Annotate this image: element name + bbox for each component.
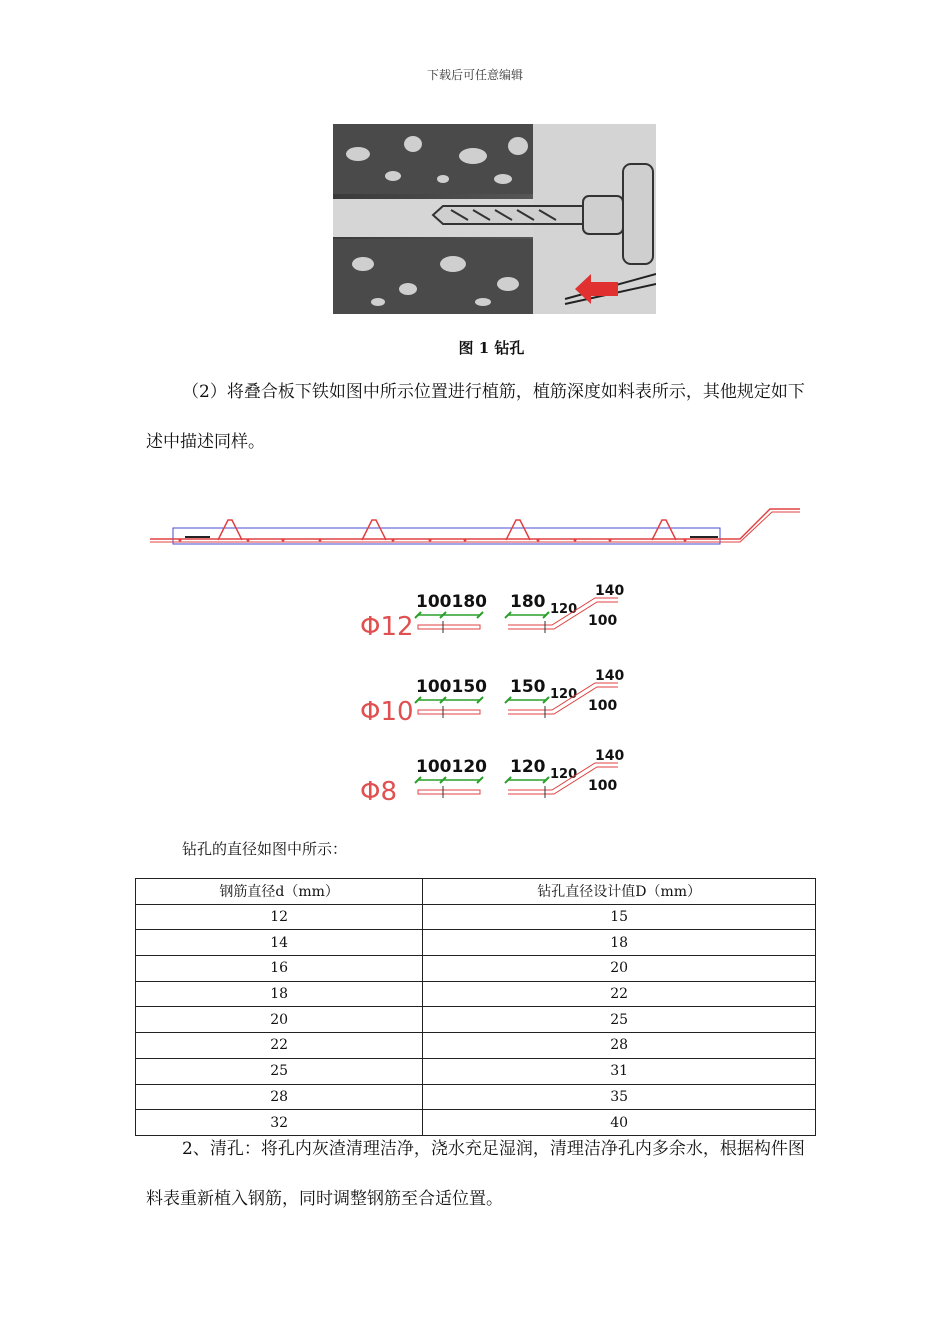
paragraph-hole-cleaning: 2、清孔：将孔内灰渣清理洁净，浇水充足湿润，清理洁净孔内多余水，根据构件图料表重新植入钢筋，同时调整钢筋至合适位置。: [146, 1139, 805, 1209]
table-row: [136, 1058, 816, 1084]
bottom-dim-label: 100: [588, 613, 618, 629]
rebar-diameter-cell: 16: [136, 956, 423, 982]
table-row: [136, 930, 816, 956]
header-drill-diameter: 钻孔直径设计值D（mm）: [423, 879, 816, 905]
drilling-photo: [333, 124, 656, 314]
top-dim-label: 140: [595, 748, 625, 764]
rebar-diameter-cell: 28: [136, 1084, 423, 1110]
bottom-dim-label: 100: [588, 698, 618, 714]
table-row: [136, 1084, 816, 1110]
table-row: [136, 904, 816, 930]
drill-diameter-cell: 15: [423, 904, 816, 930]
drill-diameter-cell: 28: [423, 1033, 816, 1059]
bend-dim-label: 120: [550, 767, 578, 782]
rebar-diameter-cell: 20: [136, 1007, 423, 1033]
mid-dim-label: 150: [510, 677, 546, 697]
slab-section-drawing: [140, 500, 810, 555]
drill-diameter-cell: 18: [423, 930, 816, 956]
mid-dim-label: 180: [510, 592, 546, 612]
rebar-diameter-cell: 22: [136, 1033, 423, 1059]
rebar-detail-row: [360, 668, 624, 727]
drill-diameter-cell: 40: [423, 1110, 816, 1136]
mid-dim-label: 120: [510, 757, 546, 777]
left-dim-label: 100120: [416, 757, 487, 777]
rebar-detail-row: [360, 583, 624, 642]
rebar-symbol: Φ12: [360, 612, 414, 642]
drill-diameter-cell: 31: [423, 1058, 816, 1084]
drill-diameter-cell: 35: [423, 1084, 816, 1110]
bend-dim-label: 120: [550, 687, 578, 702]
rebar-symbol: Φ10: [360, 697, 414, 727]
table-note: 钻孔的直径如图中所示：: [182, 840, 348, 858]
table-header-row: [136, 879, 816, 905]
table-row: [136, 981, 816, 1007]
rebar-diameter-cell: 12: [136, 904, 423, 930]
rebar-diameter-cell: 32: [136, 1110, 423, 1136]
table-row: [136, 956, 816, 982]
table-row: [136, 1033, 816, 1059]
rebar-symbol: Φ8: [360, 777, 398, 807]
table-row: [136, 1007, 816, 1033]
paragraph-rebar-planting: （2）将叠合板下铁如图中所示位置进行植筋，植筋深度如料表所示，其他规定如下述中描述同样。: [146, 382, 805, 452]
left-dim-label: 100180: [416, 592, 487, 612]
bottom-dim-label: 100: [588, 778, 618, 794]
header-rebar-diameter: 钢筋直径d（mm）: [136, 879, 423, 905]
rebar-diameter-cell: 25: [136, 1058, 423, 1084]
top-dim-label: 140: [595, 668, 625, 684]
rebar-details: [360, 575, 630, 815]
left-dim-label: 100150: [416, 677, 487, 697]
figure-caption: 图 1 钻孔: [458, 339, 525, 357]
drill-diameter-table: [135, 878, 816, 1136]
rebar-diameter-cell: 18: [136, 981, 423, 1007]
bend-dim-label: 120: [550, 602, 578, 617]
rebar-diameter-cell: 14: [136, 930, 423, 956]
top-dim-label: 140: [595, 583, 625, 599]
drill-diameter-cell: 22: [423, 981, 816, 1007]
page-header: 下载后可任意编辑: [426, 68, 523, 82]
drill-diameter-cell: 20: [423, 956, 816, 982]
rebar-detail-row: [360, 748, 624, 807]
drill-diameter-cell: 25: [423, 1007, 816, 1033]
